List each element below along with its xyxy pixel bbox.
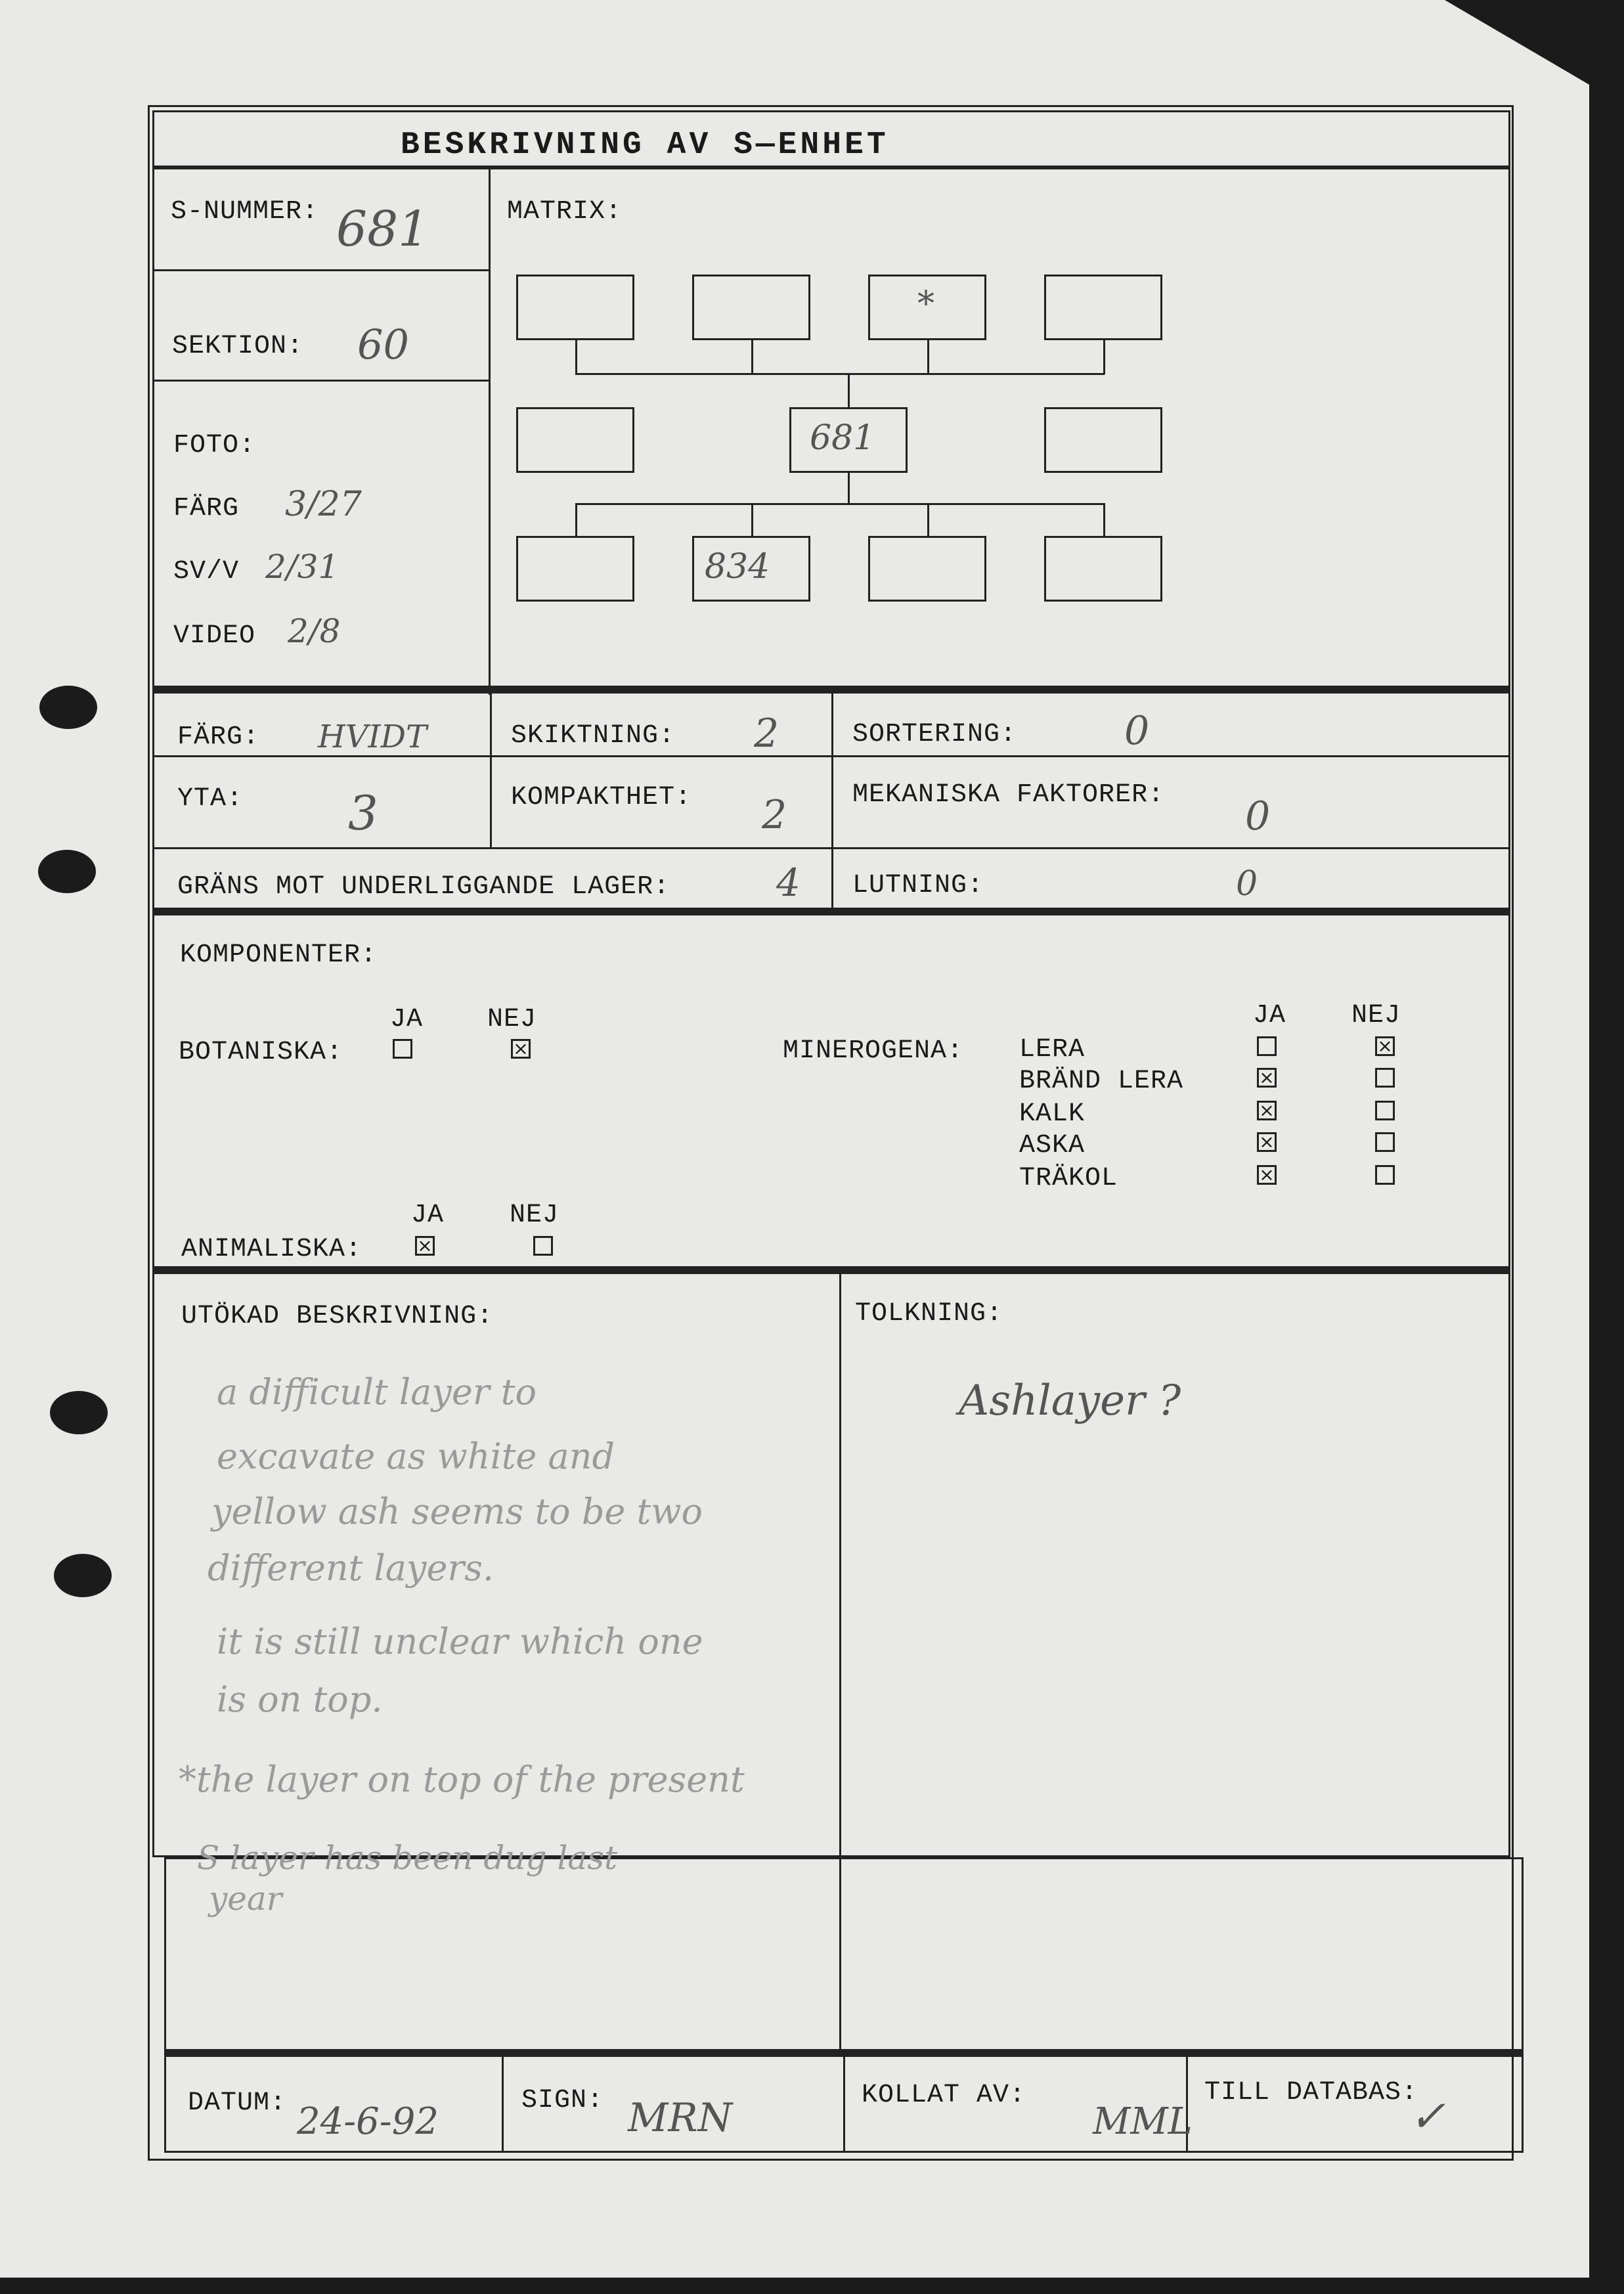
komponenter-heading: KOMPONENTER:: [180, 940, 378, 970]
video-value: 2/8: [288, 612, 341, 650]
matrix-box: [516, 275, 634, 340]
lutning-label: LUTNING:: [852, 871, 984, 900]
animaliska-ja-header: JA: [411, 1201, 445, 1230]
botaniska-ja-header: JA: [390, 1005, 424, 1034]
sign-value: MRN: [628, 2095, 733, 2141]
mineral-name: KALK: [1019, 1099, 1086, 1129]
kollat-label: KOLLAT AV:: [862, 2081, 1026, 2110]
matrix-box: [516, 407, 634, 473]
sektion-value: 60: [357, 320, 409, 368]
animaliska-label: ANIMALISKA:: [181, 1235, 362, 1264]
divider: [152, 269, 489, 271]
aska-ja-checkbox[interactable]: ×: [1257, 1132, 1277, 1152]
matrix-connector: [1103, 503, 1105, 536]
kompakthet-label: KOMPAKTHET:: [511, 783, 692, 812]
matrix-box: [1044, 536, 1162, 602]
matrix-connector: [751, 340, 753, 374]
matrix-below-value: 834: [705, 547, 770, 586]
farg-value: HVIDT: [318, 718, 427, 755]
matrix-connector: [927, 503, 929, 536]
yta-label: YTA:: [177, 784, 244, 814]
kalk-nej-checkbox[interactable]: [1375, 1101, 1395, 1120]
svv-label: SV/V: [173, 557, 240, 586]
divider: [502, 2057, 504, 2153]
skiktning-value: 2: [754, 711, 779, 757]
matrix-box: [1044, 407, 1162, 473]
utokad-label: UTÖKAD BESKRIVNING:: [181, 1302, 494, 1331]
tolkning-label: TOLKNING:: [855, 1299, 1003, 1329]
section-divider: [152, 686, 1510, 694]
matrix-connector: [848, 473, 850, 503]
botaniska-ja-checkbox[interactable]: [393, 1039, 412, 1059]
datum-label: DATUM:: [188, 2088, 287, 2118]
description-line: it is still unclear which one: [217, 1621, 703, 1662]
s-nummer-value: 681: [336, 201, 429, 257]
matrix-connector: [575, 340, 577, 374]
matrix-box: [1044, 275, 1162, 340]
farg-photo-label: FÄRG: [173, 494, 240, 523]
skiktning-label: SKIKTNING:: [511, 721, 676, 751]
description-line: year: [209, 1880, 282, 1918]
trakol-nej-checkbox[interactable]: [1375, 1165, 1395, 1185]
lera-nej-checkbox[interactable]: ×: [1375, 1036, 1395, 1056]
sektion-label: SEKTION:: [172, 332, 304, 361]
section-divider: [152, 908, 1510, 915]
trakol-ja-checkbox[interactable]: ×: [1257, 1165, 1277, 1185]
botaniska-nej-checkbox[interactable]: ×: [511, 1039, 531, 1059]
mekaniska-label: MEKANISKA FAKTORER:: [852, 780, 1165, 810]
farg-photo-value: 3/27: [285, 485, 362, 524]
divider: [839, 1274, 841, 2049]
divider: [152, 755, 1510, 757]
farg-label: FÄRG:: [177, 722, 260, 752]
botaniska-label: BOTANISKA:: [179, 1038, 343, 1067]
description-line: a difficult layer to: [217, 1371, 537, 1413]
divider: [152, 847, 1510, 849]
sortering-value: 0: [1124, 708, 1150, 754]
matrix-connector: [848, 373, 850, 407]
sign-label: SIGN:: [521, 2086, 604, 2115]
title-divider: [152, 165, 1510, 169]
section-divider: [152, 1266, 1510, 1274]
video-label: VIDEO: [173, 621, 256, 651]
matrix-top-marker: *: [917, 284, 934, 324]
databas-label: TILL DATABAS:: [1204, 2078, 1418, 2107]
minerogena-ja-header: JA: [1253, 1001, 1286, 1030]
description-line: is on top.: [217, 1679, 383, 1720]
matrix-box-current: [789, 407, 908, 473]
divider: [831, 694, 833, 908]
aska-nej-checkbox[interactable]: [1375, 1132, 1395, 1152]
description-line: *the layer on top of the present: [179, 1759, 745, 1800]
minerogena-label: MINEROGENA:: [783, 1036, 964, 1066]
description-line: excavate as white and: [217, 1436, 615, 1477]
matrix-connector: [575, 503, 577, 536]
animaliska-ja-checkbox[interactable]: ×: [415, 1236, 435, 1256]
mekaniska-value: 0: [1245, 793, 1271, 839]
databas-check: ✓: [1409, 2091, 1446, 2142]
matrix-box: [868, 536, 986, 602]
lutning-value: 0: [1236, 864, 1258, 904]
brand-lera-ja-checkbox[interactable]: ×: [1257, 1068, 1277, 1088]
grans-value: 4: [776, 860, 801, 905]
divider: [843, 2057, 845, 2153]
matrix-box-below: [692, 536, 810, 602]
matrix-connector: [575, 373, 1105, 375]
mineral-name: TRÄKOL: [1019, 1164, 1118, 1193]
minerogena-nej-header: NEJ: [1351, 1001, 1401, 1030]
description-line: S layer has been dug last: [197, 1839, 618, 1877]
kollat-value: MML: [1093, 2100, 1193, 2143]
kalk-ja-checkbox[interactable]: ×: [1257, 1101, 1277, 1120]
sortering-label: SORTERING:: [852, 720, 1017, 749]
matrix-connector: [927, 340, 929, 374]
brand-lera-nej-checkbox[interactable]: [1375, 1068, 1395, 1088]
s-nummer-label: S-NUMMER:: [171, 197, 319, 227]
matrix-box: [692, 275, 810, 340]
matrix-connector: [1103, 340, 1105, 374]
description-line: different layers.: [208, 1547, 494, 1589]
svv-value: 2/31: [265, 548, 340, 586]
matrix-connector: [575, 503, 1105, 505]
matrix-current-value: 681: [810, 418, 875, 458]
form-inner-frame: [152, 110, 1510, 1857]
matrix-divider: [489, 169, 491, 695]
yta-value: 3: [348, 785, 378, 841]
foto-label: FOTO:: [173, 431, 256, 460]
footer-divider: [164, 2049, 1524, 2057]
animaliska-nej-checkbox[interactable]: [533, 1236, 553, 1256]
matrix-label: MATRIX:: [507, 197, 623, 227]
datum-value: 24-6-92: [297, 2100, 439, 2143]
lera-ja-checkbox[interactable]: [1257, 1036, 1277, 1056]
matrix-box: [516, 536, 634, 602]
kompakthet-value: 2: [762, 792, 787, 838]
mineral-name: BRÄND LERA: [1019, 1067, 1184, 1096]
tolkning-value: Ashlayer ?: [959, 1377, 1181, 1425]
animaliska-nej-header: NEJ: [510, 1201, 560, 1230]
mineral-name: ASKA: [1019, 1131, 1086, 1160]
form-title: BESKRIVNING AV S—ENHET: [401, 127, 889, 163]
divider: [152, 380, 489, 382]
matrix-box: [868, 275, 986, 340]
mineral-name: LERA: [1019, 1035, 1086, 1065]
description-line: yellow ash seems to be two: [211, 1491, 703, 1532]
matrix-connector: [751, 503, 753, 536]
grans-label: GRÄNS MOT UNDERLIGGANDE LAGER:: [177, 872, 670, 902]
botaniska-nej-header: NEJ: [487, 1005, 537, 1034]
divider: [490, 694, 492, 847]
